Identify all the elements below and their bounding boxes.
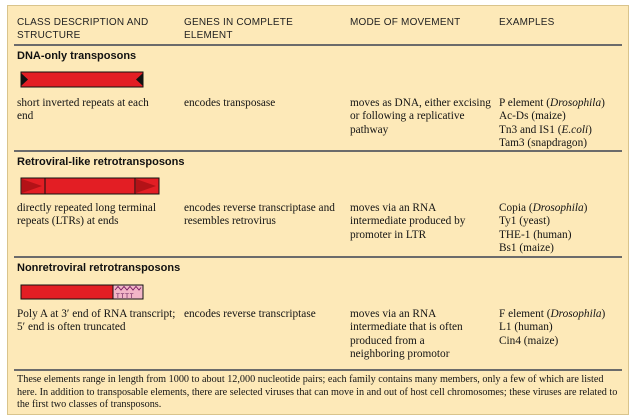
retroviral-like-examples: [499, 202, 625, 255]
dna-only-mode: moves as DNA, either excising or following a replicative pathway: [350, 97, 491, 136]
example-item: Ac-Ds (maize): [499, 110, 566, 123]
retroviral-like-genes: encodes reverse transcriptase and resembles retrovirus: [184, 202, 335, 228]
section-title-retroviral-like: Retroviral-like retrotransposons: [17, 156, 185, 168]
example-item: P element (Drosophila): [499, 97, 605, 109]
header-mode: MODE OF MOVEMENT: [350, 17, 461, 28]
section-title-dna-only: DNA-only transposons: [17, 50, 137, 62]
nonretroviral-examples: [499, 308, 625, 348]
retroviral-like-element-diagram: [20, 176, 162, 196]
nonretroviral-structure: Poly A at 3′ end of RNA transcript; 5′ end is often truncated: [17, 308, 176, 334]
header-examples: EXAMPLES: [499, 17, 555, 28]
example-item: Bs1 (maize): [499, 241, 554, 254]
transposon-body: [21, 285, 113, 299]
section-divider-3: [14, 369, 622, 371]
example-item: Copia (Drosophila): [499, 202, 588, 214]
retroviral-like-structure: directly repeated long terminal repeats (LTRs) at ends: [17, 202, 156, 228]
table-footnote: These elements range in length from 1000 to about 12,000 nucleotide pairs; each family contains many members, only a few of which are listed here. In addition to transposable elements, there are selected viruses that can move in and out of host cell chromosomes; these viruses are related to the first two classes of transposons.: [17, 374, 618, 411]
header-genes: GENES IN COMPLETE ELEMENT: [184, 17, 293, 41]
example-item: Cin4 (maize): [499, 334, 559, 347]
header-divider: [14, 44, 622, 46]
poly-t-label: TTTT: [116, 293, 135, 300]
transposon-body: [21, 72, 143, 87]
dna-only-examples: [499, 97, 625, 150]
nonretroviral-mode: moves via an RNA intermediate that is often produced from a neighboring promotor: [350, 308, 463, 360]
dna-only-genes: encodes transposase: [184, 97, 276, 109]
dna-only-element-diagram: [20, 70, 146, 90]
header-class: CLASS DESCRIPTION AND STRUCTURE: [17, 17, 149, 41]
section-divider-1: [14, 150, 622, 152]
example-item: Ty1 (yeast): [499, 215, 550, 228]
section-title-nonretroviral: Nonretroviral retrotransposons: [17, 262, 181, 274]
example-item: Tn3 and IS1 (E.coli): [499, 123, 592, 136]
nonretroviral-genes: encodes reverse transcriptase: [184, 308, 316, 320]
retroviral-like-mode: moves via an RNA intermediate produced by promoter in LTR: [350, 202, 466, 241]
nonretroviral-element-diagram: [20, 283, 146, 303]
example-item: THE-1 (human): [499, 228, 572, 241]
transposon-table: [7, 5, 629, 415]
example-item: F element (Drosophila): [499, 308, 606, 320]
transposon-body: [45, 178, 135, 194]
example-item: Tam3 (snapdragon): [499, 136, 587, 149]
dna-only-structure: short inverted repeats at each end: [17, 97, 149, 123]
section-divider-2: [14, 256, 622, 258]
example-item: L1 (human): [499, 321, 553, 334]
